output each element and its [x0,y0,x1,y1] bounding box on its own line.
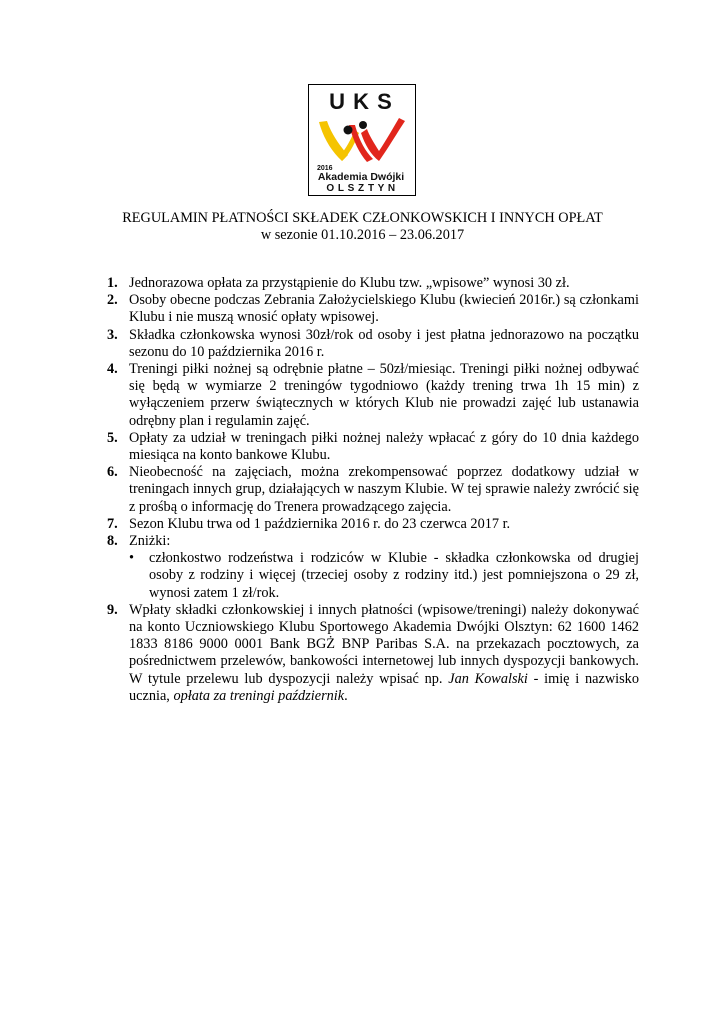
discount-text: członkostwo rodzeństwa i rodziców w Klubie - składka członkowska od drugiej osoby z rodziny i więcej (trzeciej osoby z rodziny itd.) jest pomniejszona o 29 zł, wynosi zatem 1 zł/rok. [149,550,639,601]
bullet-icon: • [129,550,135,567]
rule-number: 8. [107,533,118,550]
club-logo [308,84,416,196]
rule-number: 6. [107,464,118,481]
rule-number: 9. [107,601,118,618]
rule-text-part: - imię i nazwisko ucznia, [129,670,639,704]
rule-text-part: Wpłaty składki członkowskiej i innych płatności (wpisowe/treningi) należy dokonywać na konto Uczniowskiego Klubu Sportowego Akademia Dwójki Olsztyn: 62 1600 1462 1833 8186 9000 0001 Bank BGŻ BNP Paribas S.A. na przekazach pocztowych, za pośrednictwem przelewów, bankowości internetowej lub innych dyspozycji bankowych. W tytule przelewu lub dyspozycji należy wpisać np. [129,601,639,687]
logo-name: Akademia Dwójki [317,171,405,183]
discount-sublist [107,550,639,602]
rule-item-2 [107,292,639,326]
rule-text: Jednorazowa opłata za przystąpienie do Klubu tzw. „wpisowe” wynosi 30 zł. [129,275,570,291]
rule-text: Osoby obecne podczas Zebrania Założycielskiego Klubu (kwiecień 2016r.) są członkami Klubu i nie muszą wnosić opłaty wpisowej. [129,292,639,326]
logo-year: 2016 [317,165,333,172]
rules-list [107,275,639,705]
rule-number: 7. [107,515,118,532]
rule-text: Składka członkowska wynosi 30zł/rok od osoby i jest płatna jednorazowo na początku sezonu do 10 października 2016 r. [129,326,639,360]
rule-text-part: . [344,687,348,704]
rule-text: Sezon Klubu trwa od 1 października 2016 r. do 23 czerwca 2017 r. [129,515,511,532]
rule-text: Zniżki: [129,533,171,550]
rule-item-9 [107,602,639,705]
rule-item-4 [107,361,639,430]
rule-item-3 [107,327,639,361]
rule-item-5 [107,430,639,464]
example-name: Jan Kowalski [448,670,528,687]
rule-item-7 [107,516,639,533]
rule-number: 4. [107,361,118,378]
rule-item-1 [107,275,639,292]
example-title: opłata za treningi październik [173,687,345,704]
rule-text: Treningi piłki nożnej są odrębnie płatne – 50zł/miesiąc. Treningi piłki nożnej odbywać się będą w wymiarze 2 treningów tygodniowo (każdy trening trwa 1h 15 min) z wyłączeniem przerw świątecznych w których Klub nie prowadzi zajęć lub ustanawia odrębny plan i regulamin zajęć. [129,361,639,429]
logo-letters: U K S [329,89,393,114]
rule-number: 5. [107,429,118,446]
rule-text: Nieobecność na zajęciach, można zrekompensować poprzez dodatkowy udział w treningach innych grup, działających w naszym Klubie. W tej sprawie należy zwrócić się z prośbą o informację do Trenera prowadzącego zajęcia. [129,464,639,515]
discount-item [107,550,639,602]
document-subtitle: w sezonie 01.10.2016 – 23.06.2017 [260,227,465,243]
rule-number: 1. [107,275,118,291]
rule-number: 3. [107,326,118,343]
rule-item-8 [107,533,639,550]
club-logo-graphic [309,85,414,194]
document-header [0,210,725,244]
rule-number: 2. [107,292,118,309]
logo-head-left [344,126,353,135]
logo-city: O L S Z T Y N [326,183,396,194]
rule-item-6 [107,464,639,516]
logo-head-right [359,121,367,129]
rule-text: Opłaty za udział w treningach piłki nożnej należy wpłacać z góry do 10 dnia każdego miesiąca na konto bankowe Klubu. [129,429,639,464]
rule-text [129,602,639,704]
document-title: REGULAMIN PŁATNOŚCI SKŁADEK CZŁONKOWSKICH I INNYCH OPŁAT [122,210,603,226]
